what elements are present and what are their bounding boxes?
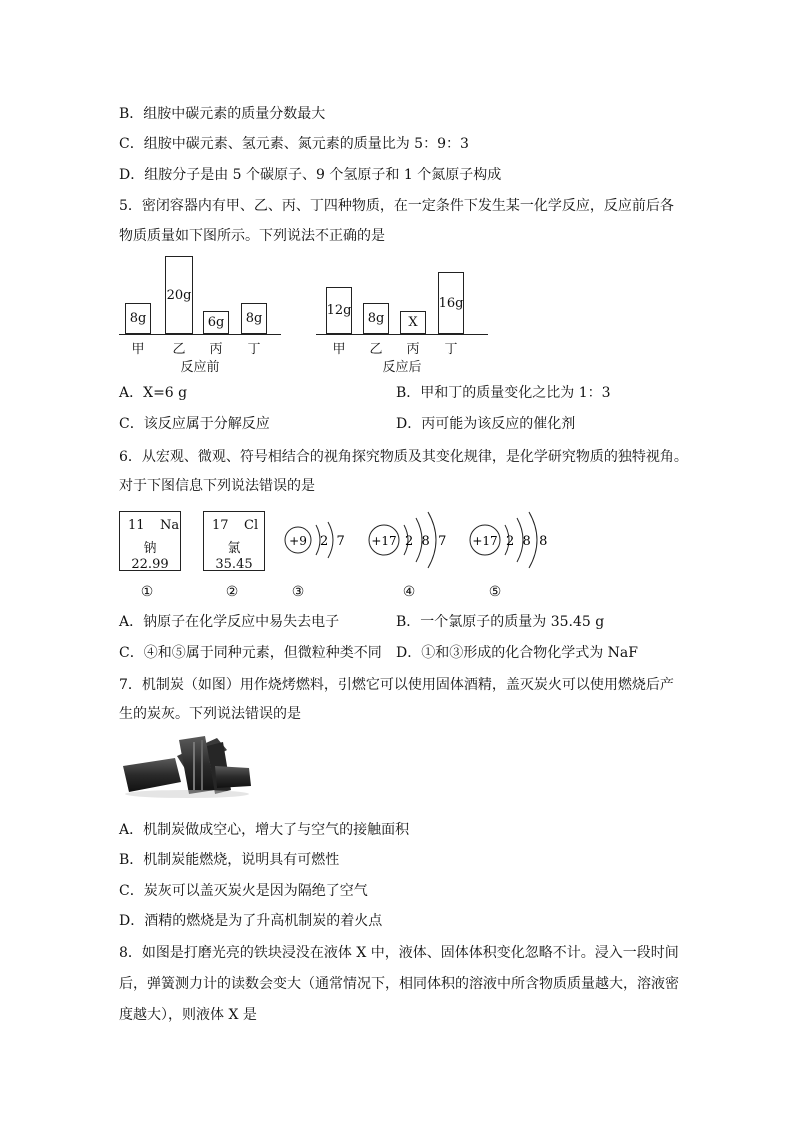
q5-options-row2 <box>119 414 679 434</box>
q6-option-b: B．一个氯原子的质量为 35.45 g <box>396 614 605 630</box>
card-symbol: Na <box>160 518 180 533</box>
label-figure-3: ③ <box>291 584 305 600</box>
q7-option-a: A．机制炭做成空心，增大了与空气的接触面积 <box>119 822 410 838</box>
q5-option-a: A．X=6 g <box>119 385 188 401</box>
charcoal-briquettes-image <box>119 732 255 800</box>
q5-options-row1 <box>119 383 679 403</box>
q6-stem-line1: 6．从宏观、微观、符号相结合的视角探究物质及其变化规律，是化学研究物质的独特视角。 <box>119 449 688 465</box>
chart-baseline <box>316 334 488 335</box>
q6-option-c: C．④和⑤属于同种元素，但微粒种类不同 <box>119 645 382 661</box>
card-atomic-number: 11 <box>128 518 145 533</box>
q6-stem-line2: 对于下图信息下列说法错误的是 <box>119 478 315 494</box>
chart-baseline <box>119 334 281 335</box>
atom-electron-shells: 2 8 7 <box>405 534 447 549</box>
chart-bar: X <box>400 311 426 334</box>
label-figure-1: ① <box>140 584 154 600</box>
chart-category-label: 乙 <box>172 342 186 357</box>
q4-option-c: C．组胺中碳元素、氢元素、氮元素的质量比为 5：9：3 <box>119 136 469 152</box>
label-figure-5: ⑤ <box>488 584 502 600</box>
chart-category-label: 丙 <box>406 342 420 357</box>
card-atomic-number: 17 <box>212 518 229 533</box>
q7-stem-line2: 生的炭灰。下列说法错误的是 <box>119 706 301 722</box>
chart-title: 反应前 <box>180 360 220 375</box>
chart-before-reaction <box>119 250 289 380</box>
atom-nucleus-charge: +17 <box>371 534 397 548</box>
chart-category-label: 甲 <box>131 342 145 357</box>
q6-options-row2 <box>119 643 679 663</box>
q5-stem-line1: 5．密闭容器内有甲、乙、丙、丁四种物质，在一定条件下发生某一化学反应，反应前后各 <box>119 198 674 214</box>
q8-stem-line1: 8．如图是打磨光亮的铁块浸没在液体 X 中，液体、固体体积变化忽略不计。浸入一段时间 <box>119 945 679 961</box>
chart-bar: 20g <box>165 256 193 334</box>
atom-nucleus-charge: +17 <box>472 534 498 548</box>
card-element-name: 氯 <box>227 541 241 556</box>
chart-title: 反应后 <box>382 360 422 375</box>
q7-option-c: C．炭灰可以盖灭炭火是因为隔绝了空气 <box>119 883 368 899</box>
q8-stem-line2: 后，弹簧测力计的读数会变大（通常情况下，相同体积的溶液中所含物质质量越大，溶液密 <box>119 976 679 992</box>
q5-option-d: D．丙可能为该反应的催化剂 <box>396 416 576 432</box>
card-element-name: 钠 <box>143 541 157 556</box>
chart-bar: 8g <box>125 303 151 334</box>
q5-option-c: C．该反应属于分解反应 <box>119 416 270 432</box>
element-card-sodium <box>119 511 181 571</box>
chart-bar: 6g <box>203 311 229 334</box>
chart-bar: 16g <box>438 272 464 334</box>
q7-stem-line1: 7．机制炭（如图）用作烧烤燃料，引燃它可以使用固体酒精，盖灭炭火可以使用燃烧后产 <box>119 677 674 693</box>
atom-chlorine <box>369 512 446 568</box>
card-atomic-mass: 35.45 <box>215 557 253 572</box>
label-figure-2: ② <box>225 584 239 600</box>
card-symbol: Cl <box>244 518 259 533</box>
q6-options-row1 <box>119 612 679 632</box>
q8-stem-line3: 度越大），则液体 X 是 <box>119 1007 257 1023</box>
card-atomic-mass: 22.99 <box>131 557 169 572</box>
q7-option-b: B．机制炭能燃烧，说明具有可燃性 <box>119 852 340 868</box>
chart-category-label: 乙 <box>369 342 383 357</box>
atom-electron-shells: 2 7 <box>320 534 345 549</box>
chart-category-label: 甲 <box>332 342 346 357</box>
q7-option-d: D．酒精的燃烧是为了升高机制炭的着火点 <box>119 913 383 929</box>
atom-electron-shells: 2 8 8 <box>506 534 548 549</box>
atom-nucleus-charge: +9 <box>289 534 307 548</box>
chart-category-label: 丙 <box>209 342 223 357</box>
chart-bar: 8g <box>241 303 267 334</box>
chart-category-label: 丁 <box>247 342 261 357</box>
q4-option-d: D．组胺分子是由 5 个碳原子、9 个氢原子和 1 个氮原子构成 <box>119 167 502 183</box>
q4-option-b: B．组胺中碳元素的质量分数最大 <box>119 106 326 122</box>
q6-option-a: A．钠原子在化学反应中易失去电子 <box>119 614 340 630</box>
chart-bar: 8g <box>363 303 389 334</box>
chart-after-reaction <box>316 250 491 380</box>
atom-structure-diagrams <box>280 500 570 580</box>
atom-fluorine <box>285 522 345 558</box>
chart-category-label: 丁 <box>444 342 458 357</box>
q5-stem-line2: 物质质量如下图所示。下列说法不正确的是 <box>119 228 385 244</box>
q6-option-d: D．①和③形成的化合物化学式为 NaF <box>396 645 638 661</box>
label-figure-4: ④ <box>402 584 416 600</box>
chart-bar: 12g <box>326 287 352 334</box>
q5-option-b: B．甲和丁的质量变化之比为 1：3 <box>396 385 611 401</box>
atom-chloride-ion <box>470 512 547 568</box>
element-card-chlorine <box>203 511 265 571</box>
